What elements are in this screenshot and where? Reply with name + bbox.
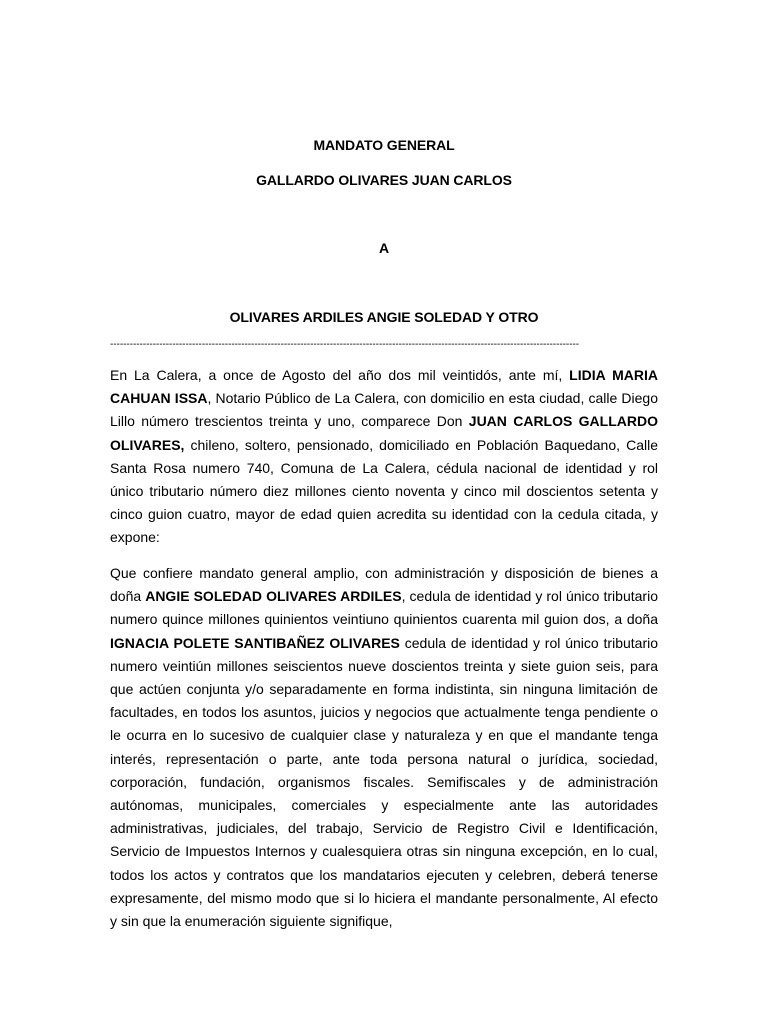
- paragraph-text: cedula de identidad y rol único tributario numero veintiún millones seiscientos nueve doscientos treinta y siete guion seis, para que actúen conjunta y/o separadamente en forma indistinta, sin ninguna limitación de facultades, en todos los asuntos, juicios y negocios que actualmente tenga pendiente o le ocurra en lo sucesivo de cualquier clase y naturaleza y en que el mandante tenga interés, representación o parte, ante toda persona natural o jurídica, sociedad, corporación, fundación, organismos fiscales. Semifiscales y de administración autónomas, municipales, comerciales y especialmente ante las autoridades administrativas, judiciales, del trabajo, Servicio de Registro Civil e Identificación, Servicio de Impuestos Internos y cualesquiera otras sin ninguna excepción, en lo cual, todos los actos y contratos que los mandatarios ejecuten y celebren, deberá tenerse expresamente, del mismo modo que si lo hiciera el mandante personalmente, Al efecto y sin que la enumeración siguiente signifique,: [110, 634, 658, 930]
- paragraph-text: , cedula de identidad y rol único tributario numero quince millones quinientos veintiuno quinientos cuarenta mil guion dos, a doña: [110, 588, 658, 628]
- grantor-name: JUAN CARLOS GALLARDO OLIVARES,: [110, 413, 658, 453]
- separator-line: -----------------------------------------------------------------------------------------------------------------------------------------------: [110, 339, 580, 350]
- grantor-heading: GALLARDO OLIVARES JUAN CARLOS: [256, 172, 512, 188]
- connector-heading: A: [378, 240, 389, 256]
- grantee-name-2: IGNACIA POLETE SANTIBAÑEZ OLIVARES: [110, 634, 400, 651]
- notary-name: LIDIA MARIA CAHUAN ISSA: [110, 367, 658, 407]
- paragraph-text: Que confiere mandato general amplio, con administración y disposición de bienes a doña: [110, 565, 658, 605]
- document-title: MANDATO GENERAL: [313, 137, 455, 153]
- paragraph-appearance: [110, 364, 658, 550]
- paragraph-text: En La Calera, a once de Agosto del año dos mil veintidós, ante mí,: [110, 367, 570, 383]
- paragraph-mandate: [110, 562, 658, 933]
- grantee-name-1: ANGIE SOLEDAD OLIVARES ARDILES: [145, 588, 402, 605]
- paragraph-text: chileno, soltero, pensionado, domiciliado en Población Baquedano, Calle Santa Rosa numero 740, Comuna de La Calera, cédula nacional de identidad y rol único tributario número diez millones ciento noventa y cinco mil doscientos setenta y cinco guion cuatro, mayor de edad quien acredita su identidad con la cedula citada, y expone:: [110, 436, 658, 546]
- grantee-heading: OLIVARES ARDILES ANGIE SOLEDAD Y OTRO: [229, 309, 539, 325]
- paragraph-text: , Notario Público de La Calera, con domicilio en esta ciudad, calle Diego Lillo número trescientos treinta y uno, comparece Don: [110, 390, 658, 430]
